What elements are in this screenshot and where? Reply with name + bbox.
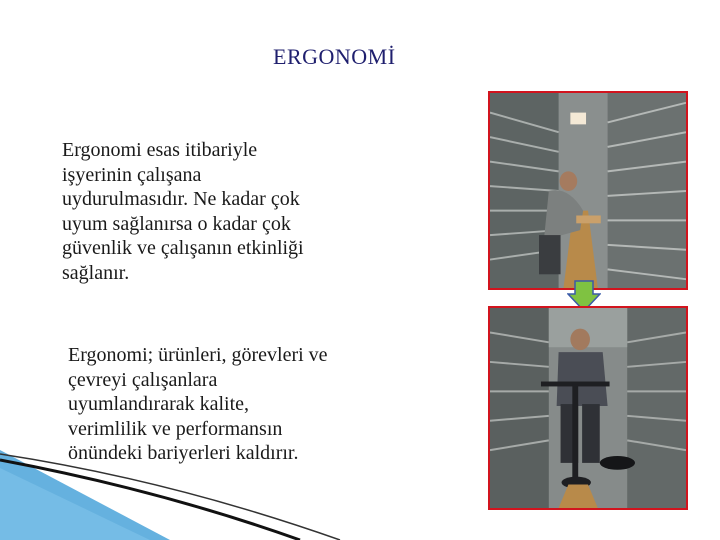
photo-worker-standing xyxy=(488,306,688,510)
text-line: uyumlandırarak kalite, xyxy=(68,393,250,415)
text-line: uyum sağlanırsa o kadar çok xyxy=(62,212,291,235)
text-line: önündeki bariyerleri kaldırır. xyxy=(68,442,299,464)
decorative-swoosh xyxy=(0,450,360,540)
paragraph-ergonomics-definition xyxy=(62,138,382,285)
text-line: uydurulmasıdır. Ne kadar çok xyxy=(62,188,300,210)
text-line: Ergonomi; ürünleri, görevleri ve xyxy=(68,344,328,366)
text-line: Ergonomi esas itibariyle xyxy=(62,139,258,161)
photo-worker-bending xyxy=(488,91,688,290)
text-line: sağlanır. xyxy=(62,261,130,284)
text-line: güvenlik ve çalışanın etkinliği xyxy=(62,237,304,259)
paragraph-ergonomics-benefits xyxy=(68,343,408,466)
text-line: işyerinin çalışana xyxy=(62,163,202,186)
photo-worker-standing-image xyxy=(490,308,686,508)
photo-worker-bending-image xyxy=(490,93,686,288)
slide-title: ERGONOMİ xyxy=(273,44,396,69)
text-line: çevreyi çalışanlara xyxy=(68,368,218,391)
text-line: verimlilik ve performansın xyxy=(68,417,283,440)
